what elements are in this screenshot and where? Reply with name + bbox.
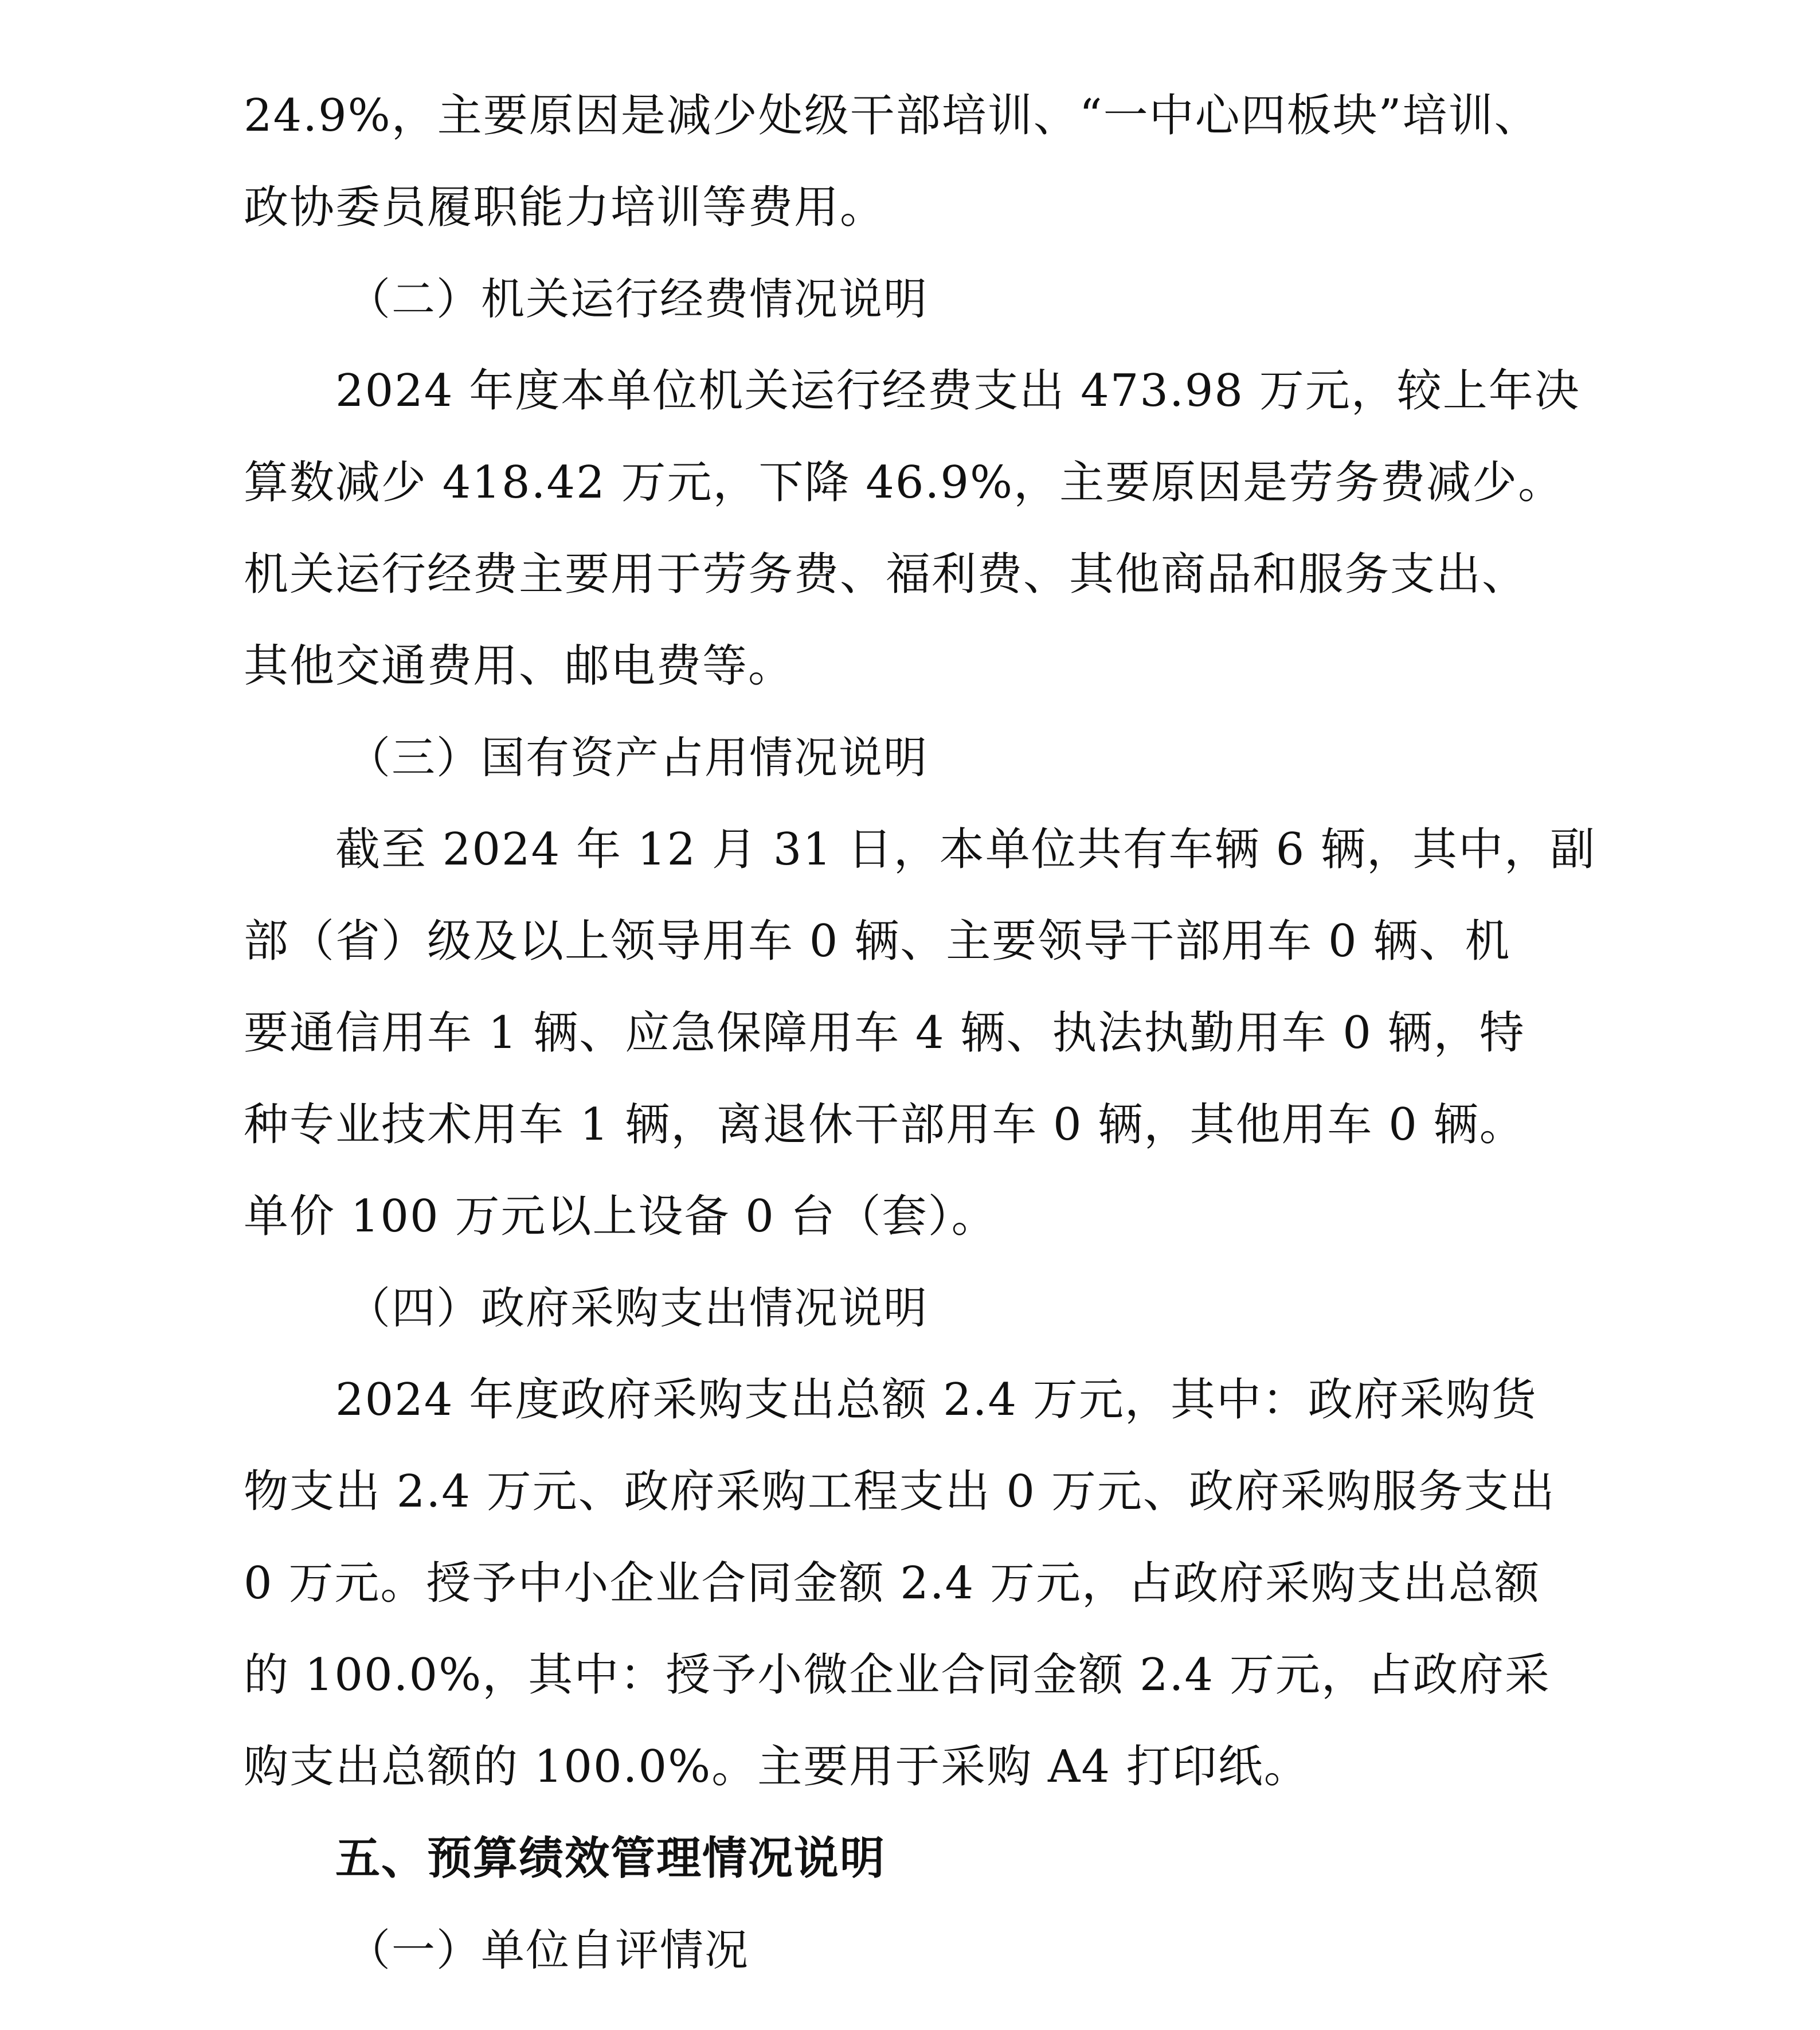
body-text-line: 截至 2024 年 12 月 31 日，本单位共有车辆 6 辆，其中，副: [335, 824, 1596, 875]
body-text-line: 0 万元。授予中小企业合同金额 2.4 万元，占政府采购支出总额: [244, 1558, 1541, 1609]
body-text-line: 机关运行经费主要用于劳务费、福利费、其他商品和服务支出、: [244, 549, 1528, 600]
body-text-line: 购支出总额的 100.0%。主要用于采购 A4 打印纸。: [244, 1741, 1310, 1793]
body-text-line: 政协委员履职能力培训等费用。: [244, 182, 886, 233]
body-text-line: 部（省）级及以上领导用车 0 辆、主要领导干部用车 0 辆、机: [244, 916, 1511, 967]
document-page: [244, 0, 1617, 2030]
chapter-heading: 五、预算绩效管理情况说明: [335, 1833, 886, 1884]
body-text-line: 其他交通费用、邮电费等。: [244, 640, 794, 692]
body-text-line: 24.9%，主要原因是减少处级干部培训、“一中心四板块”培训、: [244, 90, 1540, 142]
body-text-line: 物支出 2.4 万元、政府采购工程支出 0 万元、政府采购服务支出: [244, 1466, 1556, 1517]
body-text-line: 2024 年度本单位机关运行经费支出 473.98 万元，较上年决: [335, 365, 1580, 417]
section-heading: （三）国有资产占用情况说明: [347, 732, 928, 783]
body-text-line: 要通信用车 1 辆、应急保障用车 4 辆、执法执勤用车 0 辆，特: [244, 1007, 1525, 1059]
body-text-line: 的 100.0%，其中：授予小微企业合同金额 2.4 万元，占政府采: [244, 1649, 1551, 1701]
body-text-line: 2024 年度政府采购支出总额 2.4 万元，其中：政府采购货: [335, 1374, 1537, 1426]
section-heading: （四）政府采购支出情况说明: [347, 1282, 928, 1333]
body-text-line: 种专业技术用车 1 辆，离退休干部用车 0 辆，其他用车 0 辆。: [244, 1099, 1525, 1151]
body-text-line: 算数减少 418.42 万元，下降 46.9%，主要原因是劳务费减少。: [244, 457, 1564, 509]
section-heading: （一）单位自评情况: [347, 1925, 749, 1976]
section-heading: （二）机关运行经费情况说明: [347, 273, 928, 324]
body-text-line: 单价 100 万元以上设备 0 台（套）。: [244, 1191, 997, 1242]
